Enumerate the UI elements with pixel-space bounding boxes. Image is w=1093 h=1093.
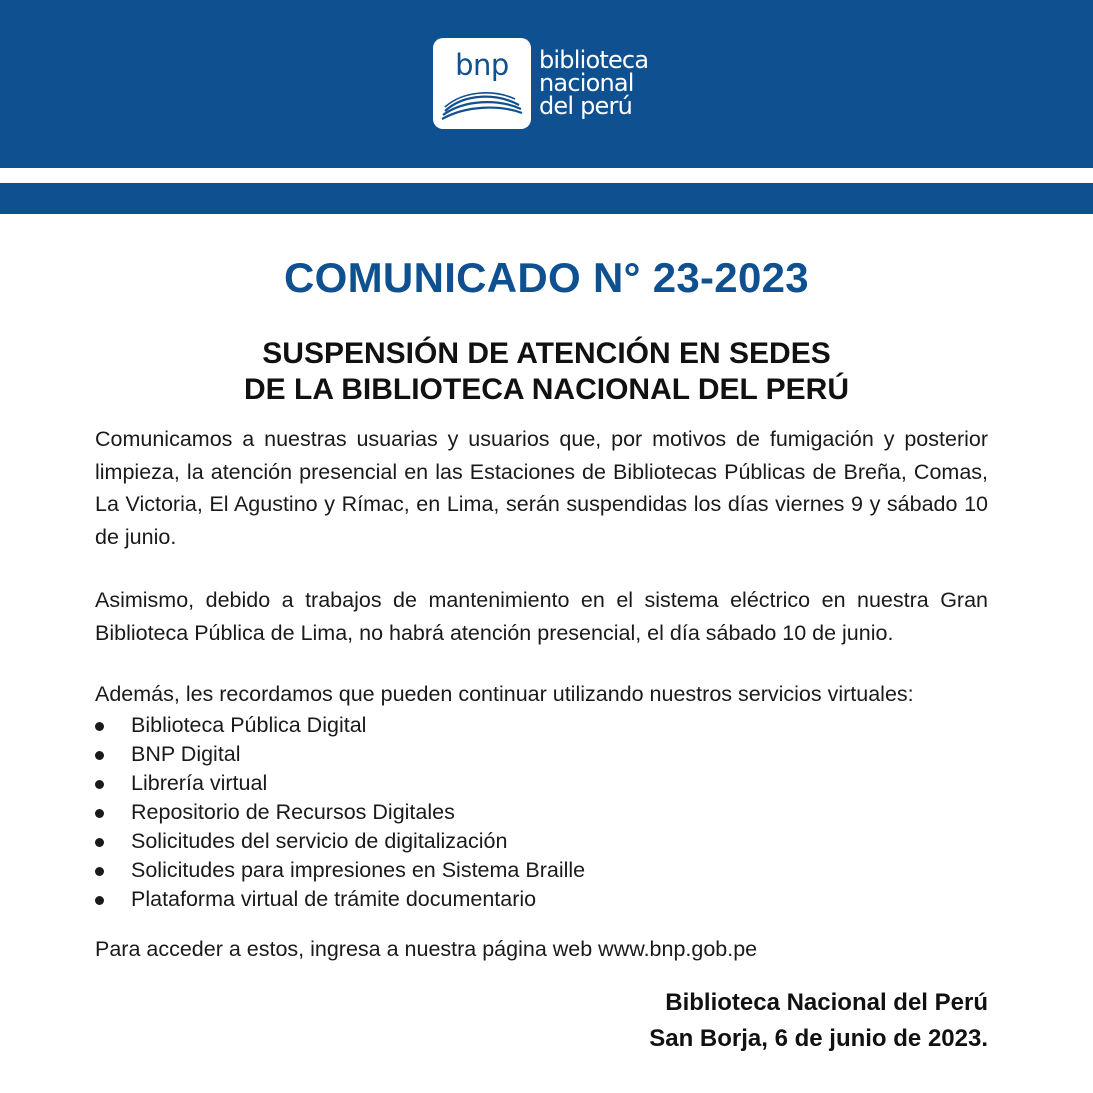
- access-note-text: Para acceder a estos, ingresa a nuestra página web www.bnp.gob.pe: [95, 937, 758, 961]
- bullet-icon: [95, 838, 104, 847]
- list-item: [95, 711, 988, 740]
- services-list: [95, 711, 988, 914]
- page-title: COMUNICADO N° 23-2023: [284, 254, 809, 301]
- bullet-icon: [95, 896, 104, 905]
- logo-name-line: del perú: [539, 92, 632, 120]
- signature: [649, 985, 988, 1057]
- list-item-label: Biblioteca Pública Digital: [131, 712, 367, 737]
- bnp-logo: [433, 38, 648, 129]
- list-item-label: Librería virtual: [131, 770, 268, 795]
- bullet-icon: [95, 867, 104, 876]
- list-item: [95, 740, 988, 769]
- logo-box-text: bnp: [455, 48, 509, 82]
- list-item: [95, 769, 988, 798]
- list-item-label: Solicitudes para impresiones en Sistema Braille: [131, 857, 586, 882]
- signature-org: Biblioteca Nacional del Perú: [665, 989, 988, 1016]
- bullet-icon: [95, 809, 104, 818]
- paragraph-maintenance: Asimismo, debido a trabajos de mantenimiento en el sistema eléctrico en nuestra Gran Biblioteca Pública de Lima, no habrá atención presencial, el día sábado 10 de junio.: [95, 588, 988, 645]
- logo-name: [539, 46, 649, 120]
- waves-icon: [439, 87, 525, 123]
- bullet-icon: [95, 751, 104, 760]
- header-stripe: [0, 183, 1093, 214]
- subtitle-line: DE LA BIBLIOTECA NACIONAL DEL PERÚ: [243, 373, 850, 406]
- list-item: [95, 798, 988, 827]
- access-note: [95, 933, 988, 966]
- bullet-icon: [95, 722, 104, 731]
- bullet-icon: [95, 780, 104, 789]
- subtitle: [0, 336, 1093, 408]
- subtitle-line: SUSPENSIÓN DE ATENCIÓN EN SEDES: [262, 337, 831, 370]
- signature-place-date: San Borja, 6 de junio de 2023.: [649, 1025, 988, 1052]
- list-item-label: Repositorio de Recursos Digitales: [131, 799, 455, 824]
- list-item: [95, 827, 988, 856]
- list-item-label: Solicitudes del servicio de digitalización: [131, 828, 508, 853]
- list-item-label: Plataforma virtual de trámite documentario: [131, 886, 537, 911]
- logo-name-line: nacional: [539, 69, 634, 97]
- list-item: [95, 856, 988, 885]
- list-item: [95, 885, 988, 914]
- services-section: [95, 678, 988, 914]
- list-item-label: BNP Digital: [131, 741, 241, 766]
- logo-name-line: biblioteca: [539, 46, 649, 74]
- paragraph-fumigation: Comunicamos a nuestras usuarias y usuarios que, por motivos de fumigación y posterior limpieza, la atención presencial en las Estaciones de Bibliotecas Públicas de Breña, Comas, La Victoria, El Agustino y Rímac, en Lima, serán suspendidas los días viernes 9 y sábado 10 de junio.: [95, 427, 988, 549]
- logo-box: [433, 38, 531, 129]
- services-intro: Además, les recordamos que pueden continuar utilizando nuestros servicios virtuales:: [95, 682, 914, 706]
